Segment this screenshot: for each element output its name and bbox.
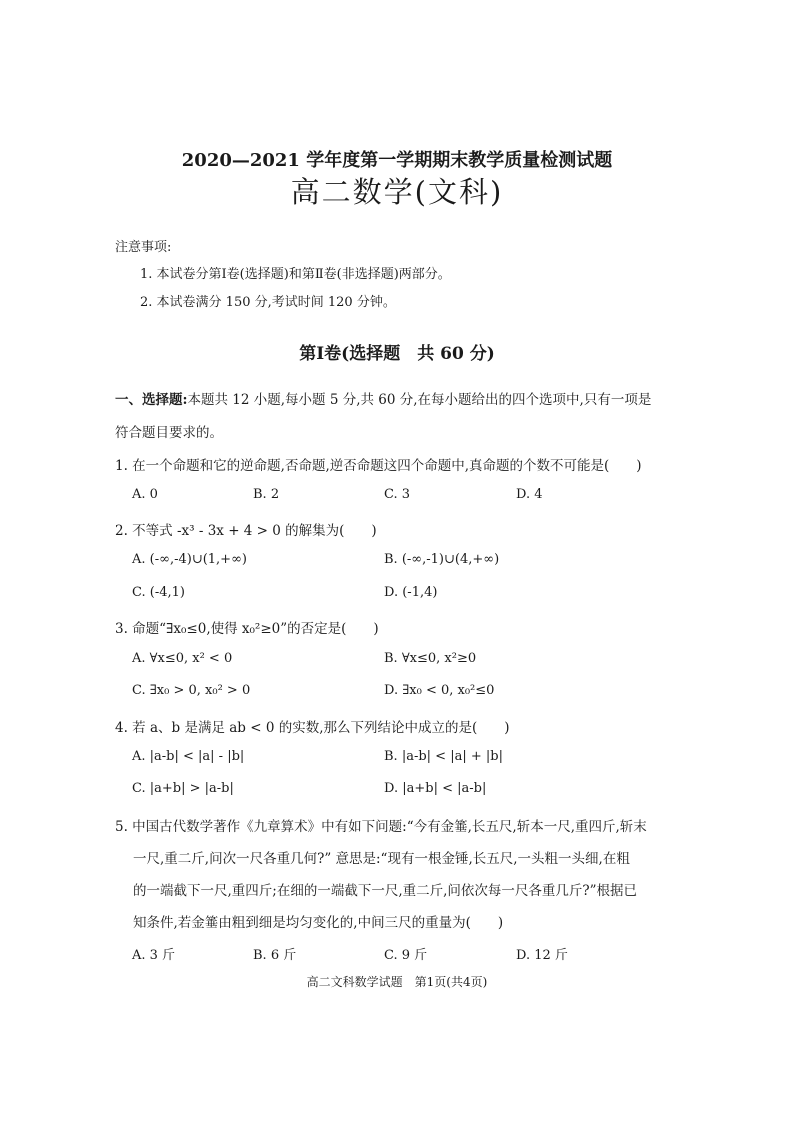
notice-heading: 注意事项: — [115, 240, 172, 255]
notice-item-2: 2. 本试卷满分 150 分,考试时间 120 分钟。 — [140, 295, 396, 310]
page-footer: 高二文科数学试题 第1页(共4页) — [306, 975, 488, 989]
question-4-stem: 4. 若 a、b 是满足 ab < 0 的实数,那么下列结论中成立的是( ) — [115, 720, 510, 736]
section-title: 第Ⅰ卷(选择题 共 60 分) — [299, 344, 495, 364]
question-1-option-d: D. 4 — [516, 487, 543, 502]
notice-item-1: 1. 本试卷分第Ⅰ卷(选择题)和第Ⅱ卷(非选择题)两部分。 — [140, 267, 451, 282]
question-5-stem-line3: 的一端截下一尺,重四斤;在细的一端截下一尺,重二斤,问依次每一尺各重几斤?”根据已 — [133, 883, 638, 899]
question-5-option-c: C. 9 斤 — [384, 948, 428, 963]
question-1-option-b: B. 2 — [253, 487, 280, 502]
question-1-stem: 1. 在一个命题和它的逆命题,否命题,逆否命题这四个命题中,真命题的个数不可能是( ) — [115, 458, 642, 474]
question-1-option-a: A. 0 — [132, 487, 158, 502]
question-5-option-a: A. 3 斤 — [132, 948, 176, 963]
question-3-option-b: B. ∀x≤0, x²≥0 — [384, 651, 477, 666]
question-3-option-c: C. ∃x₀ > 0, x₀² > 0 — [132, 683, 251, 698]
question-2-option-c: C. (-4,1) — [132, 585, 185, 600]
question-5-option-b: B. 6 斤 — [253, 948, 297, 963]
question-2-option-a: A. (-∞,-4)∪(1,+∞) — [132, 552, 247, 567]
question-3-stem: 3. 命题“∃x₀≤0,使得 x₀²≥0”的否定是( ) — [115, 621, 379, 637]
question-2-option-d: D. (-1,4) — [384, 585, 438, 600]
subject-title: 高二数学(文科) — [290, 175, 504, 209]
part-intro-line1 — [115, 388, 651, 408]
question-1-option-c: C. 3 — [384, 487, 411, 502]
question-3-option-a: A. ∀x≤0, x² < 0 — [132, 651, 233, 666]
question-5-option-d: D. 12 斤 — [516, 948, 568, 963]
exam-title: 2020—2021 学年度第一学期期末教学质量检测试题 — [181, 150, 613, 171]
question-5-stem-line4: 知条件,若金箠由粗到细是均匀变化的,中间三尺的重量为( ) — [133, 915, 504, 931]
part-label: 一、选择题: — [115, 392, 188, 408]
part-intro-text: 本题共 12 小题,每小题 5 分,共 60 分,在每小题给出的四个选项中,只有一项是 — [187, 392, 652, 408]
question-4-option-d: D. |a+b| < |a-b| — [384, 781, 487, 796]
question-5-stem-line2: 一尺,重二斤,问次一尺各重几何?” 意思是:“现有一根金锤,长五尺,一头粗一头细,在粗 — [133, 851, 630, 867]
question-4-option-c: C. |a+b| > |a-b| — [132, 781, 234, 796]
question-2-stem: 2. 不等式 -x³ - 3x + 4 > 0 的解集为( ) — [115, 523, 377, 539]
question-5-stem-line1: 5. 中国古代数学著作《九章算术》中有如下问题:“今有金箠,长五尺,斩本一尺,重四斤,斩末 — [115, 819, 647, 835]
question-4-option-a: A. |a-b| < |a| - |b| — [132, 749, 245, 764]
question-3-option-d: D. ∃x₀ < 0, x₀²≤0 — [384, 683, 495, 698]
question-2-option-b: B. (-∞,-1)∪(4,+∞) — [384, 552, 500, 567]
question-4-option-b: B. |a-b| < |a| + |b| — [384, 749, 503, 764]
part-intro-line2: 符合题目要求的。 — [115, 425, 223, 441]
